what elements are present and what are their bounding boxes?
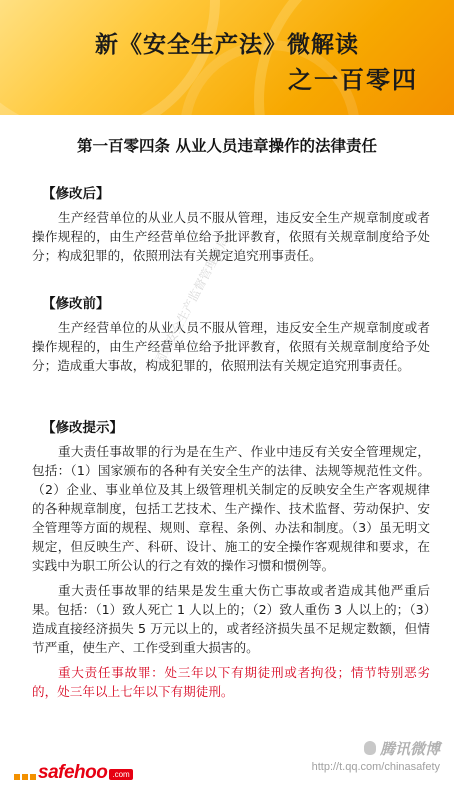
banner-subtitle: 之一百零四 bbox=[288, 65, 418, 94]
section-paragraph: 生产经营单位的从业人员不服从管理，违反安全生产规章制度或者操作规程的，由生产经营单位给予批评教育，依照有关规章制度给予处分；造成重大事故，构成犯罪的，依照刑法有关规定追究刑事责任。 bbox=[32, 320, 430, 373]
logo-bar-icon bbox=[30, 774, 36, 780]
logo-bar-icon bbox=[22, 774, 28, 780]
penalty-paragraph: 重大责任事故罪：处三年以下有期徒刑或者拘役；情节特别恶劣的，处三年以上七年以下有期徒刑。 bbox=[32, 665, 430, 699]
safehoo-logo bbox=[14, 762, 133, 784]
weibo-url: http://t.qq.com/chinasafety bbox=[311, 761, 440, 773]
section-heading: 【修改后】 bbox=[42, 186, 110, 202]
logo-text: safehoo bbox=[38, 762, 108, 783]
section-before bbox=[32, 292, 430, 375]
watermark: 国家安全生产监督管理总局 bbox=[151, 233, 232, 368]
logo-bar-icon bbox=[14, 774, 20, 780]
tencent-penguin-icon bbox=[364, 741, 376, 755]
weibo-credit bbox=[312, 738, 440, 773]
article-title: 第一百零四条 从业人员违章操作的法律责任 bbox=[77, 137, 377, 155]
weibo-brand bbox=[312, 738, 440, 759]
section-heading: 【修改前】 bbox=[42, 296, 110, 312]
logo-suffix: .com bbox=[109, 769, 132, 780]
section-paragraph: 重大责任事故罪的结果是发生重大伤亡事故或者造成其他严重后果。包括：（1）致人死亡 1 人以上的；（2）致人重伤 3 人以上的；（3）造成直接经济损失 5 万元以上的，或者经济损失虽不足规定数额，但情节严重，使生产、工作受到重大损害的。 bbox=[32, 583, 430, 655]
section-paragraph: 生产经营单位的从业人员不服从管理，违反安全生产规章制度或者操作规程的，由生产经营单位给予批评教育，依照有关规章制度给予处分；构成犯罪的，依照刑法有关规定追究刑事责任。 bbox=[32, 210, 430, 263]
banner-title: 新《安全生产法》微解读 bbox=[95, 31, 359, 58]
section-after bbox=[32, 182, 430, 265]
section-heading: 【修改提示】 bbox=[42, 420, 123, 436]
weibo-brand-text: 腾讯微博 bbox=[379, 740, 440, 758]
section-paragraph: 重大责任事故罪的行为是在生产、作业中违反有关安全管理规定，包括：（1）国家颁布的各种有关安全生产的法律、法规等规范性文件。（2）企业、事业单位及其上级管理机关制定的反映安全生产客观规律的各种规章制度，包括工艺技术、生产操作、技术监督、劳动保护、安全管理等方面的规程、规则、章程、条例、办法和制度。（3）虽无明文规定，但反映生产、科研、设计、施工的安全操作客观规律和要求，在实践中为职工所公认的行之有效的操作习惯和惯例等。 bbox=[32, 444, 430, 573]
section-tips bbox=[32, 416, 430, 707]
header-banner bbox=[0, 0, 454, 115]
